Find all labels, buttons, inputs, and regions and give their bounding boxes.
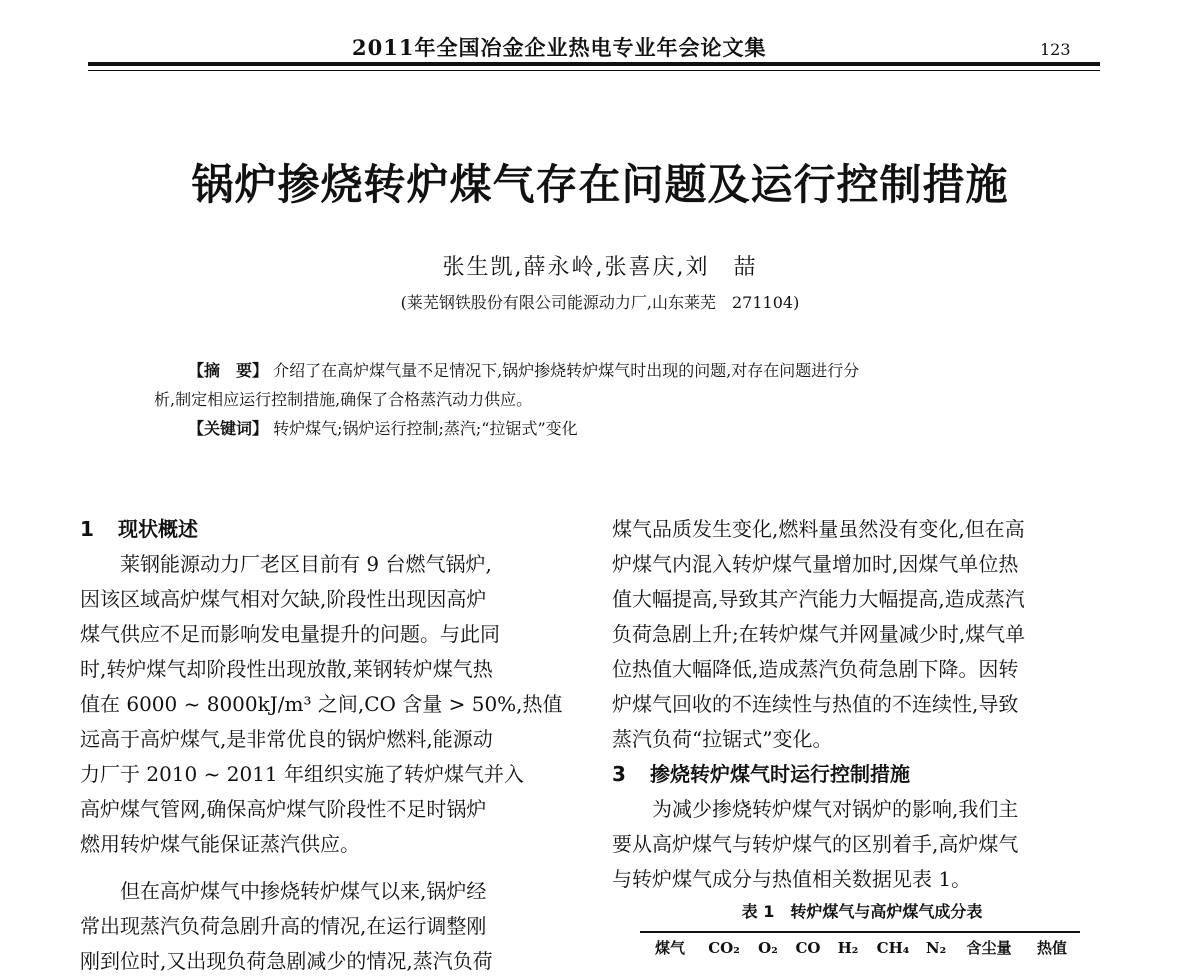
- section-number: 1: [80, 517, 94, 541]
- section-title: 掺烧转炉煤气时运行控制措施: [650, 762, 910, 786]
- table-header-cell: CO₂: [708, 939, 740, 957]
- table-header-cell: H₂: [837, 939, 859, 957]
- table-header-cell: O₂: [758, 939, 778, 957]
- table-header-row: [640, 933, 1080, 963]
- paragraph-line: 时,转炉煤气却阶段性出现放散,莱钢转炉煤气热: [80, 657, 493, 681]
- paragraph-line: 要从高炉煤气与转炉煤气的区别着手,高炉煤气: [612, 832, 1019, 856]
- paragraph-line: 但在高炉煤气中掺烧转炉煤气以来,锅炉经: [120, 879, 487, 903]
- paragraph-line: 煤气供应不足而影响发电量提升的问题。与此同: [80, 622, 500, 646]
- table-caption: 表 1 转炉煤气与高炉煤气成分表: [741, 902, 983, 921]
- keywords-label: 【关键词】: [188, 419, 269, 438]
- keywords-line: [154, 414, 1054, 443]
- paragraph-line: 值大幅提高,导致其产汽能力大幅提高,造成蒸汽: [612, 587, 1025, 611]
- table-header-cell: 煤气: [654, 939, 685, 957]
- table-header-cell: 含尘量: [966, 939, 1012, 957]
- paragraph-line: 莱钢能源动力厂老区目前有 9 台燃气锅炉,: [120, 552, 492, 576]
- keywords-text: 转炉煤气;锅炉运行控制;蒸汽;“拉锯式”变化: [273, 419, 578, 438]
- article-affiliation: (莱芜钢铁股份有限公司能源动力厂,山东莱芜 271104): [400, 293, 800, 312]
- article-title: 锅炉掺烧转炉煤气存在问题及运行控制措施: [191, 160, 1009, 209]
- paragraph-line: 值在 6000 ~ 8000kJ/m³ 之间,CO 含量 > 50%,热值: [80, 692, 563, 716]
- paragraph-line: 位热值大幅降低,造成蒸汽负荷急剧下降。因转: [612, 657, 1019, 681]
- abstract-text: 介绍了在高炉煤气量不足情况下,锅炉掺烧转炉煤气时出现的问题,对存在问题进行分: [273, 361, 860, 380]
- paragraph-line: 高炉煤气管网,确保高炉煤气阶段性不足时锅炉: [80, 797, 487, 821]
- paragraph-line: 远高于高炉煤气,是非常优良的锅炉燃料,能源动: [80, 727, 493, 751]
- left-column: [80, 512, 570, 979]
- paragraph-line: 为减少掺烧转炉煤气对锅炉的影响,我们主: [652, 797, 1019, 821]
- header-rule-thin: [88, 70, 1100, 71]
- paragraph-line: 煤气品质发生变化,燃料量虽然没有变化,但在高: [612, 517, 1025, 541]
- section-heading-3: [612, 757, 1102, 792]
- paragraph-line: 刚到位时,又出现负荷急剧减少的情况,蒸汽负荷: [80, 949, 493, 973]
- section-heading-1: [80, 512, 570, 547]
- section-number: 3: [612, 762, 626, 786]
- page-number: 123: [1040, 40, 1071, 59]
- abstract-line: [154, 356, 1054, 385]
- abstract-label: 【摘 要】: [188, 361, 269, 380]
- table-header-cell: 热值: [1036, 939, 1067, 957]
- paragraph-line: 燃用转炉煤气能保证蒸汽供应。: [80, 832, 360, 856]
- paragraph-line: 因该区域高炉煤气相对欠缺,阶段性出现因高炉: [80, 587, 487, 611]
- paragraph-line: 与转炉煤气成分与热值相关数据见表 1。: [612, 867, 972, 891]
- paragraph-line: 常出现蒸汽负荷急剧升高的情况,在运行调整刚: [80, 914, 487, 938]
- abstract-line: 析,制定相应运行控制措施,确保了合格蒸汽动力供应。: [154, 390, 533, 409]
- paragraph-line: 炉煤气内混入转炉煤气量增加时,因煤气单位热: [612, 552, 1019, 576]
- running-header-title: 2011年全国冶金企业热电专业年会论文集: [352, 35, 767, 60]
- table-header-cell: CH₄: [876, 939, 910, 957]
- paragraph-line: 炉煤气回收的不连续性与热值的不连续性,导致: [612, 692, 1019, 716]
- paragraph-line: 负荷急剧上升;在转炉煤气并网量减少时,煤气单: [612, 622, 1026, 646]
- table-header-cell: N₂: [925, 939, 947, 957]
- right-column: [612, 512, 1102, 963]
- abstract-block: [154, 356, 1054, 443]
- section-title: 现状概述: [118, 517, 198, 541]
- paragraph-line: 蒸汽负荷“拉锯式”变化。: [612, 727, 833, 751]
- article-authors: 张生凯,薛永岭,张喜庆,刘 喆: [442, 255, 758, 280]
- header-rule-thick: [88, 62, 1100, 66]
- table-header-cell: CO: [795, 939, 821, 957]
- paragraph-line: 力厂于 2010 ~ 2011 年组织实施了转炉煤气并入: [80, 762, 524, 786]
